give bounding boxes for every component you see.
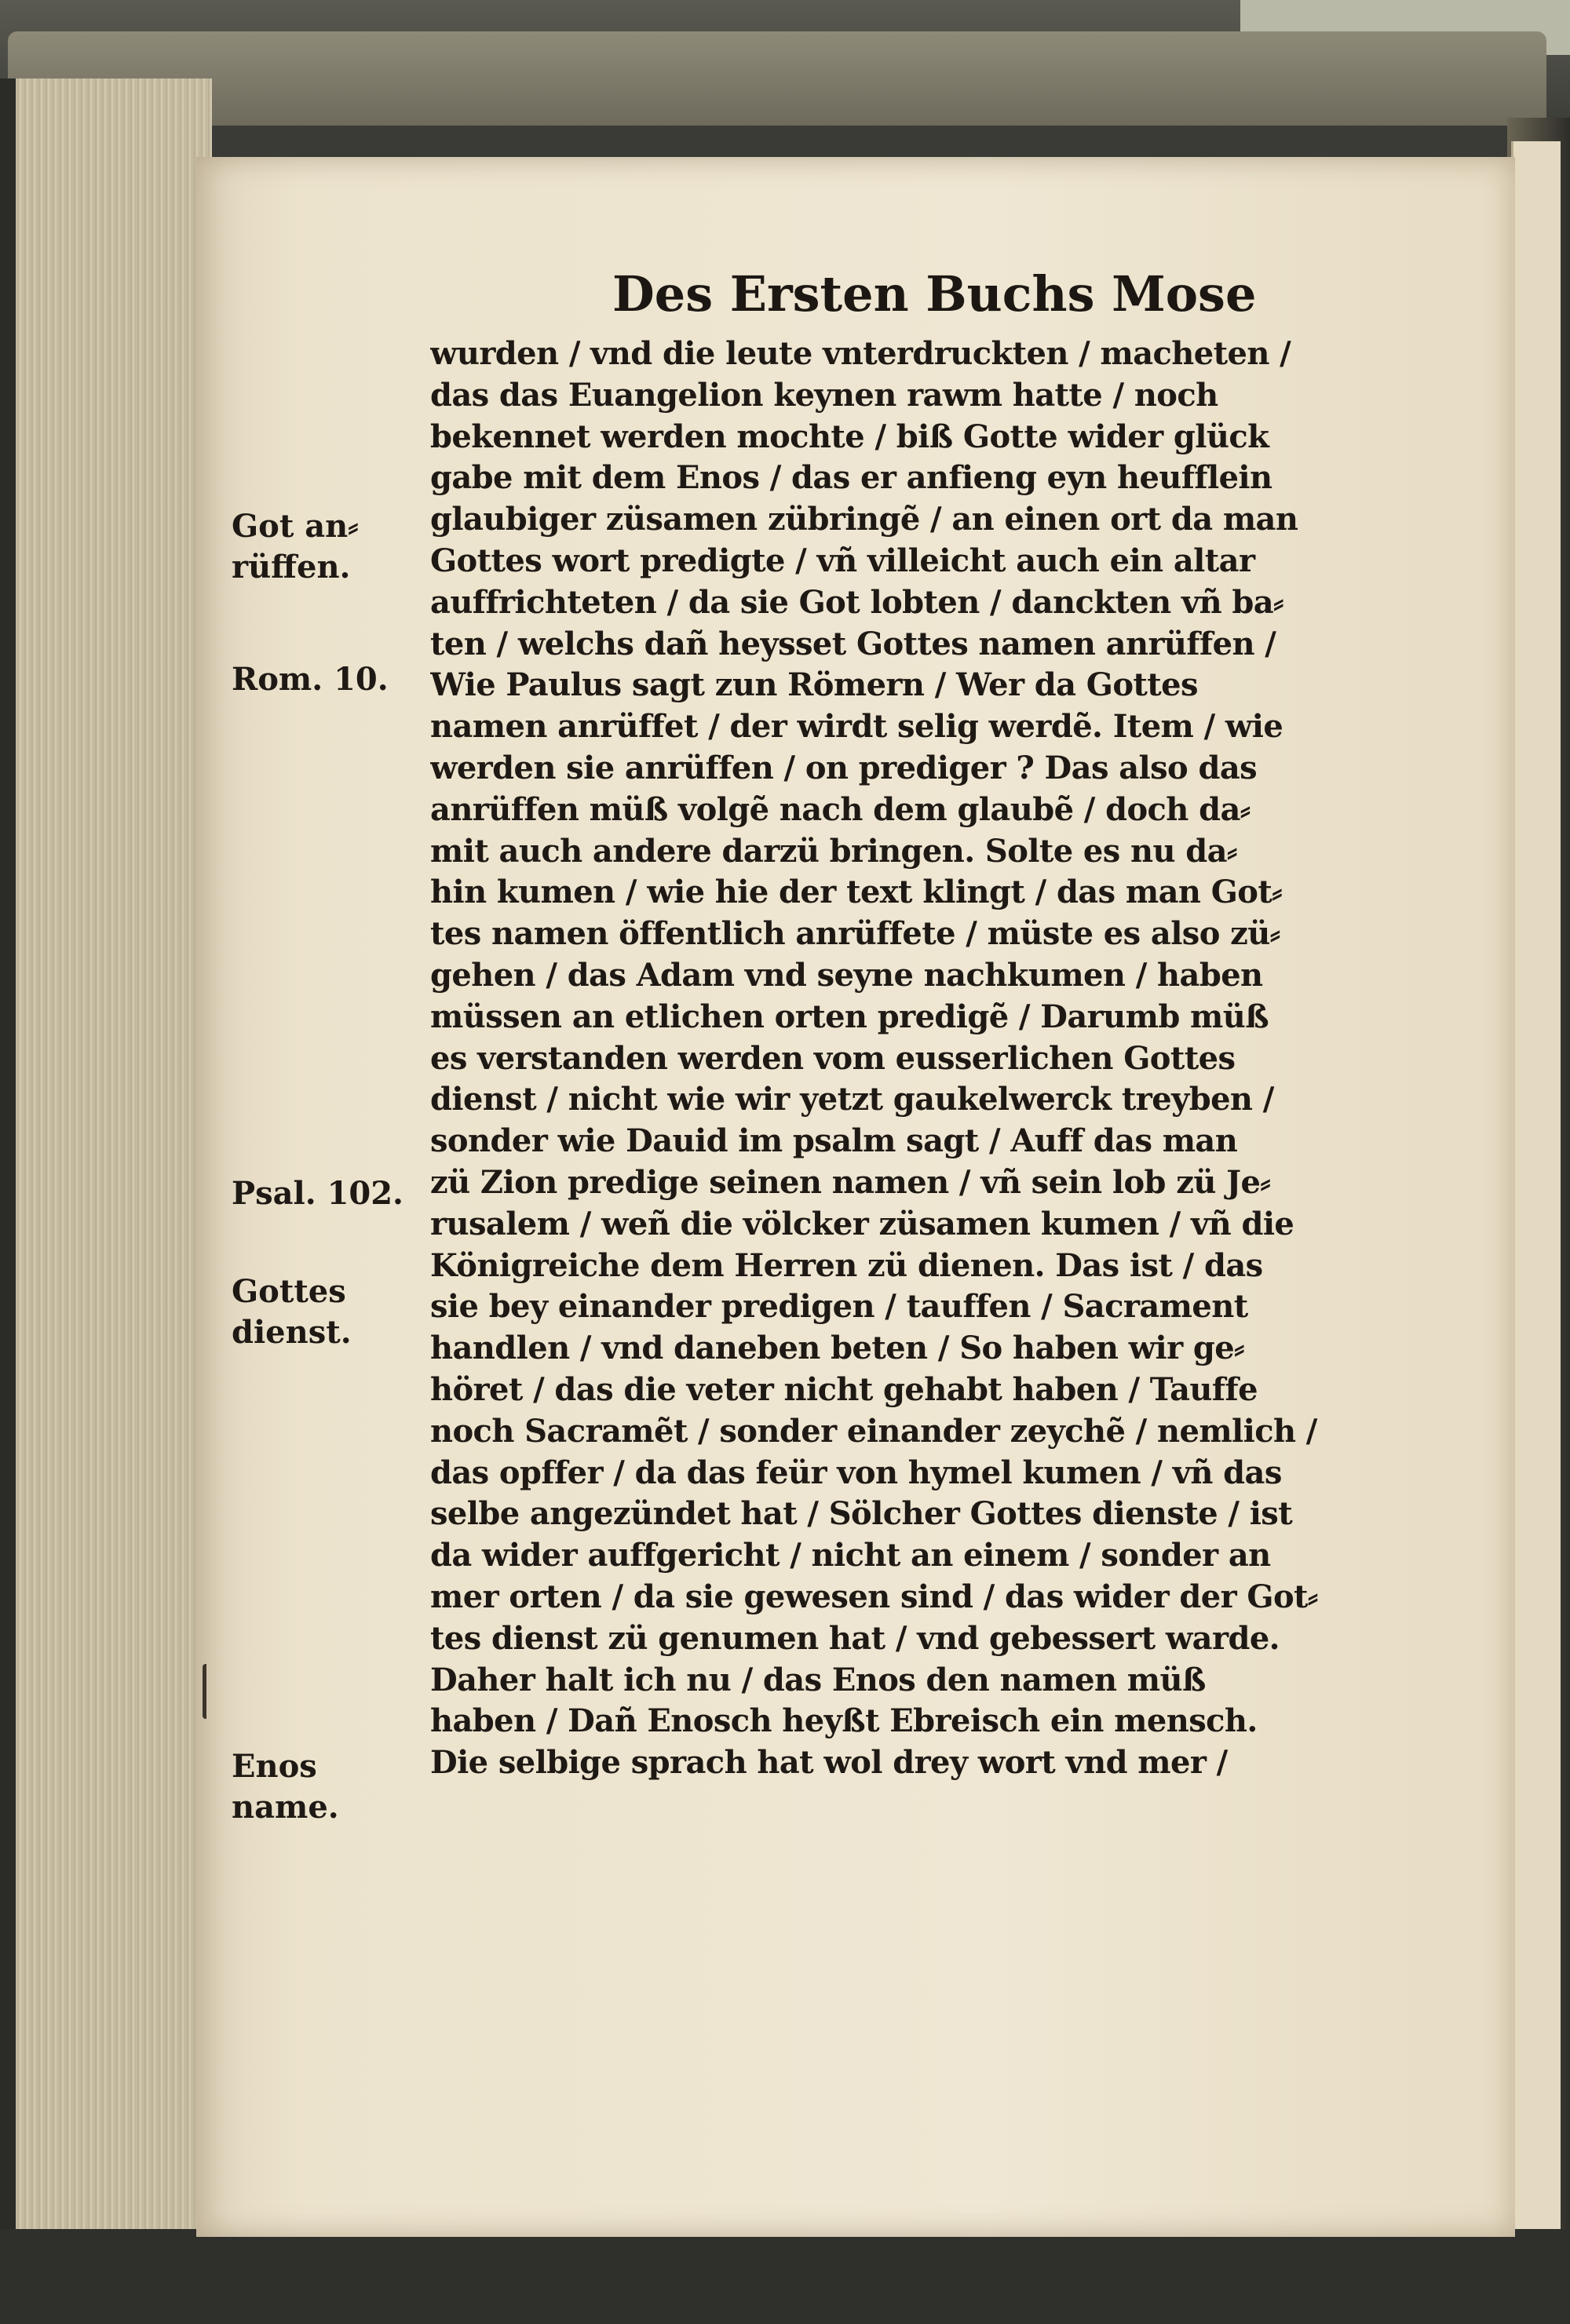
text-line: werden sie anrüffen / on prediger ? Das also das (430, 749, 1258, 786)
text-line: rusalem / weñ die völcker züsamen kumen / vñ die (430, 1205, 1294, 1242)
text-line: Die selbige sprach hat wol drey wort vnd mer / (430, 1744, 1228, 1782)
text-line: ten / welchs dañ heysset Gottes namen anrüffen / (430, 625, 1276, 662)
text-line: höret / das die veter nicht gehabt haben / Tauffe (430, 1370, 1258, 1408)
margin-note-line: dienst. (232, 1314, 352, 1351)
text-line: handlen / vnd daneben beten / So haben wir ge⸗ (430, 1330, 1244, 1367)
margin-note-line: Rom. 10. (232, 661, 389, 698)
margin-note-line: Enos (232, 1748, 317, 1785)
margin-note-got-anrueffen (232, 506, 404, 588)
margin-note-line: Got an⸗ (232, 508, 359, 545)
text-line: bekennet werden mochte / biß Gotte wider glück (430, 418, 1269, 455)
text-line: gabe mit dem Enos / das er anfieng eyn heufflein (430, 459, 1272, 497)
text-line: anrüffen müß volgẽ nach dem glaubẽ / doch da⸗ (430, 790, 1251, 828)
scan-backdrop-bottom (0, 2229, 1570, 2324)
text-line: müssen an etlichen orten predigẽ / Darumb müß (430, 998, 1269, 1035)
text-line: auffrichteten / da sie Got lobten / danckten vñ ba⸗ (430, 583, 1283, 621)
margin-note-psal-102 (232, 1173, 404, 1214)
margin-note-rom-10 (232, 659, 404, 700)
margin-note-line: rüffen. (232, 549, 351, 586)
text-line: mer orten / da sie gewesen sind / das wider der Got⸗ (430, 1578, 1318, 1615)
margin-note-line: Gottes (232, 1273, 346, 1310)
book-cover-board (8, 31, 1546, 126)
text-line: glaubiger züsamen zübringẽ / an einen ort da man (430, 501, 1298, 538)
text-line: gehen / das Adam vnd seyne nachkumen / haben (430, 956, 1263, 994)
text-line: es verstanden werden vom eusserlichen Gottes (430, 1039, 1236, 1077)
text-line: Königreiche dem Herren zü dienen. Das ist / das (430, 1246, 1263, 1284)
margin-note-enos-name (232, 1746, 404, 1828)
facing-page-edge (1511, 141, 1561, 2229)
text-line: tes dienst zü genumen hat / vnd gebessert warde. (430, 1619, 1280, 1657)
text-line: namen anrüffet / der wirdt selig werdẽ. Item / wie (430, 708, 1283, 746)
running-head: Des Ersten Buchs Mose (612, 265, 1257, 323)
text-line: wurden / vnd die leute vnterdruckten / macheten / (430, 335, 1291, 372)
text-line: sie bey einander predigen / tauffen / Sacrament (430, 1288, 1248, 1326)
text-line: zü Zion predige seinen namen / vñ sein lob zü Je⸗ (430, 1163, 1271, 1201)
text-line: dienst / nicht wie wir yetzt gaukelwerck treyben / (430, 1081, 1274, 1118)
margin-note-line: name. (232, 1789, 339, 1826)
text-line: selbe angezündet hat / Sölcher Gottes dienste / ist (430, 1495, 1293, 1533)
text-line: Wie Paulus sagt zun Römern / Wer da Gottes (430, 666, 1198, 704)
margin-note-line: Psal. 102. (232, 1175, 403, 1212)
text-line: noch Sacramẽt / sonder einander zeychẽ / nemlich / (430, 1412, 1317, 1450)
text-line: das opffer / da das feür von hymel kumen / vñ das (430, 1454, 1282, 1491)
text-line: sonder wie Dauid im psalm sagt / Auff das man (430, 1122, 1238, 1160)
text-line: da wider auffgericht / nicht an einem / sonder an (430, 1537, 1271, 1574)
text-line: haben / Dañ Enosch heyßt Ebreisch ein mensch. (430, 1702, 1258, 1740)
text-line: mit auch andere darzü bringen. Solte es nu da⸗ (430, 832, 1237, 870)
scan-backdrop-left (0, 78, 16, 2260)
page-edge-mark (203, 1664, 225, 1719)
text-line: hin kumen / wie hie der text klingt / das man Got⸗ (430, 874, 1282, 911)
main-text-block (430, 334, 1356, 1784)
text-line: tes namen öffentlich anrüffete / müste es also zü⸗ (430, 915, 1280, 953)
text-line: das das Euangelion keynen rawm hatte / noch (430, 376, 1218, 414)
text-line: Daher halt ich nu / das Enos den namen müß (430, 1661, 1206, 1698)
margin-note-gottes-dienst (232, 1271, 404, 1353)
text-line: Gottes wort predigte / vñ villeicht auch ein altar (430, 542, 1255, 579)
book-page-edges (16, 78, 212, 2260)
